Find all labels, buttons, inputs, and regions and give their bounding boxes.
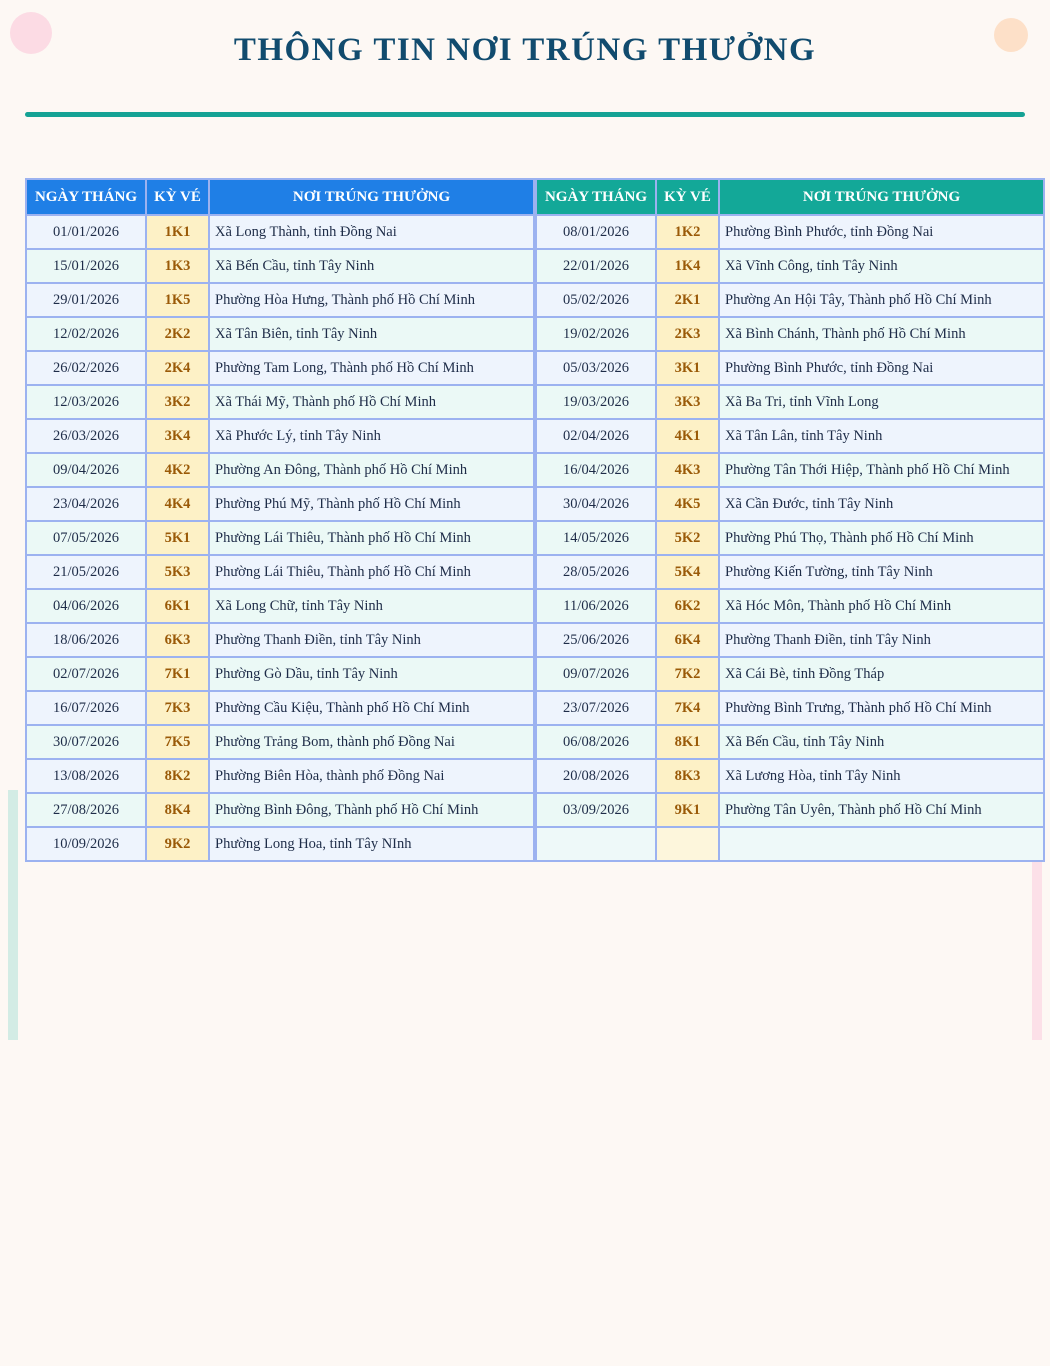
date-cell: 22/01/2026 xyxy=(536,249,656,283)
table-row xyxy=(536,725,1044,759)
ky-cell: 1K5 xyxy=(146,283,209,317)
table-row xyxy=(536,555,1044,589)
date-cell: 23/07/2026 xyxy=(536,691,656,725)
place-cell: Xã Vĩnh Công, tỉnh Tây Ninh xyxy=(719,249,1044,283)
table-row xyxy=(26,419,534,453)
ky-cell: 5K2 xyxy=(656,521,719,555)
results-table-left xyxy=(25,178,535,862)
date-cell: 01/01/2026 xyxy=(26,215,146,249)
ky-cell: 1K3 xyxy=(146,249,209,283)
ky-cell: 8K2 xyxy=(146,759,209,793)
ky-cell: 7K4 xyxy=(656,691,719,725)
ky-cell: 7K5 xyxy=(146,725,209,759)
table-header-row xyxy=(26,179,534,215)
ky-cell: 5K1 xyxy=(146,521,209,555)
ky-cell: 6K3 xyxy=(146,623,209,657)
date-cell: 25/06/2026 xyxy=(536,623,656,657)
table-row xyxy=(26,521,534,555)
ky-cell: 8K1 xyxy=(656,725,719,759)
place-cell: Phường Thanh Điền, tỉnh Tây Ninh xyxy=(209,623,534,657)
ky-cell: 7K1 xyxy=(146,657,209,691)
ky-cell: 4K3 xyxy=(656,453,719,487)
date-cell: 16/04/2026 xyxy=(536,453,656,487)
table-row xyxy=(536,657,1044,691)
place-cell: Xã Long Chữ, tỉnh Tây Ninh xyxy=(209,589,534,623)
table-row xyxy=(536,453,1044,487)
ky-cell: 6K4 xyxy=(656,623,719,657)
table-row xyxy=(536,419,1044,453)
place-cell: Xã Phước Lý, tỉnh Tây Ninh xyxy=(209,419,534,453)
table-row xyxy=(536,623,1044,657)
ky-cell: 2K4 xyxy=(146,351,209,385)
place-cell: Phường Phú Mỹ, Thành phố Hồ Chí Minh xyxy=(209,487,534,521)
place-cell: Xã Thái Mỹ, Thành phố Hồ Chí Minh xyxy=(209,385,534,419)
date-cell: 13/08/2026 xyxy=(26,759,146,793)
decorative-side-bar-left xyxy=(8,790,18,1040)
table-row xyxy=(26,827,534,861)
place-cell: Phường Long Hoa, tỉnh Tây NInh xyxy=(209,827,534,861)
place-cell: Phường Kiến Tường, tỉnh Tây Ninh xyxy=(719,555,1044,589)
date-cell: 26/02/2026 xyxy=(26,351,146,385)
table-row xyxy=(26,283,534,317)
date-cell: 12/02/2026 xyxy=(26,317,146,351)
column-header-place: NƠI TRÚNG THƯỞNG xyxy=(209,179,534,215)
place-cell: Phường Thanh Điền, tỉnh Tây Ninh xyxy=(719,623,1044,657)
place-cell: Phường Cầu Kiệu, Thành phố Hồ Chí Minh xyxy=(209,691,534,725)
place-cell: Phường Lái Thiêu, Thành phố Hồ Chí Minh xyxy=(209,521,534,555)
results-table-right xyxy=(535,178,1045,862)
table-row xyxy=(536,793,1044,827)
place-cell: Phường Trảng Bom, thành phố Đồng Nai xyxy=(209,725,534,759)
place-cell: Phường Biên Hòa, thành phố Đồng Nai xyxy=(209,759,534,793)
place-cell: Phường Tam Long, Thành phố Hồ Chí Minh xyxy=(209,351,534,385)
table-row xyxy=(536,317,1044,351)
date-cell: 10/09/2026 xyxy=(26,827,146,861)
place-cell: Xã Tân Biên, tỉnh Tây Ninh xyxy=(209,317,534,351)
date-cell: 26/03/2026 xyxy=(26,419,146,453)
ky-cell: 1K4 xyxy=(656,249,719,283)
place-cell: Xã Cần Đước, tỉnh Tây Ninh xyxy=(719,487,1044,521)
table-row xyxy=(26,691,534,725)
table-row xyxy=(26,453,534,487)
column-header-place: NƠI TRÚNG THƯỞNG xyxy=(719,179,1044,215)
column-header-ky: KỲ VÉ xyxy=(146,179,209,215)
ky-cell: 2K2 xyxy=(146,317,209,351)
table-row xyxy=(26,555,534,589)
place-cell: Phường Tân Thới Hiệp, Thành phố Hồ Chí Minh xyxy=(719,453,1044,487)
date-cell: 04/06/2026 xyxy=(26,589,146,623)
date-cell: 05/03/2026 xyxy=(536,351,656,385)
results-tables xyxy=(25,178,1041,862)
date-cell: 12/03/2026 xyxy=(26,385,146,419)
page-title: THÔNG TIN NƠI TRÚNG THƯỞNG xyxy=(233,32,817,68)
date-cell: 28/05/2026 xyxy=(536,555,656,589)
ky-cell: 1K2 xyxy=(656,215,719,249)
date-cell: 30/04/2026 xyxy=(536,487,656,521)
ky-cell: 5K4 xyxy=(656,555,719,589)
ky-cell: 3K2 xyxy=(146,385,209,419)
ky-cell: 3K4 xyxy=(146,419,209,453)
table-row xyxy=(536,249,1044,283)
place-cell: Xã Hóc Môn, Thành phố Hồ Chí Minh xyxy=(719,589,1044,623)
place-cell: Phường Bình Phước, tỉnh Đồng Nai xyxy=(719,215,1044,249)
table-row xyxy=(26,657,534,691)
ky-cell: 1K1 xyxy=(146,215,209,249)
place-cell: Phường Gò Dầu, tỉnh Tây Ninh xyxy=(209,657,534,691)
place-cell: Phường Phú Thọ, Thành phố Hồ Chí Minh xyxy=(719,521,1044,555)
ky-cell: 8K4 xyxy=(146,793,209,827)
ky-cell: 2K1 xyxy=(656,283,719,317)
ky-cell: 4K4 xyxy=(146,487,209,521)
date-cell: 29/01/2026 xyxy=(26,283,146,317)
table-row xyxy=(26,215,534,249)
place-cell: Xã Bến Cầu, tỉnh Tây Ninh xyxy=(209,249,534,283)
date-cell: 09/07/2026 xyxy=(536,657,656,691)
table-row xyxy=(536,487,1044,521)
place-cell: Phường An Đông, Thành phố Hồ Chí Minh xyxy=(209,453,534,487)
place-cell: Xã Lương Hòa, tỉnh Tây Ninh xyxy=(719,759,1044,793)
table-row xyxy=(536,283,1044,317)
date-cell: 08/01/2026 xyxy=(536,215,656,249)
date-cell: 23/04/2026 xyxy=(26,487,146,521)
place-cell: Phường Tân Uyên, Thành phố Hồ Chí Minh xyxy=(719,793,1044,827)
table-row xyxy=(536,521,1044,555)
ky-cell xyxy=(656,827,719,861)
date-cell: 19/03/2026 xyxy=(536,385,656,419)
date-cell: 05/02/2026 xyxy=(536,283,656,317)
date-cell: 14/05/2026 xyxy=(536,521,656,555)
table-row xyxy=(26,317,534,351)
title-divider xyxy=(25,112,1025,117)
table-row xyxy=(26,759,534,793)
table-row xyxy=(536,759,1044,793)
date-cell: 02/07/2026 xyxy=(26,657,146,691)
table-row xyxy=(26,793,534,827)
table-row xyxy=(26,487,534,521)
table-row xyxy=(536,691,1044,725)
ky-cell: 6K1 xyxy=(146,589,209,623)
place-cell: Xã Cái Bè, tỉnh Đồng Tháp xyxy=(719,657,1044,691)
column-header-date: NGÀY THÁNG xyxy=(536,179,656,215)
date-cell: 06/08/2026 xyxy=(536,725,656,759)
table-row xyxy=(536,589,1044,623)
ky-cell: 2K3 xyxy=(656,317,719,351)
table-row xyxy=(536,351,1044,385)
ky-cell: 4K2 xyxy=(146,453,209,487)
date-cell: 07/05/2026 xyxy=(26,521,146,555)
place-cell: Phường Bình Trưng, Thành phố Hồ Chí Minh xyxy=(719,691,1044,725)
table-row xyxy=(26,623,534,657)
place-cell: Phường Bình Phước, tỉnh Đồng Nai xyxy=(719,351,1044,385)
date-cell: 18/06/2026 xyxy=(26,623,146,657)
ky-cell: 3K3 xyxy=(656,385,719,419)
ky-cell: 3K1 xyxy=(656,351,719,385)
date-cell: 19/02/2026 xyxy=(536,317,656,351)
ky-cell: 7K3 xyxy=(146,691,209,725)
date-cell: 20/08/2026 xyxy=(536,759,656,793)
place-cell: Xã Ba Tri, tỉnh Vĩnh Long xyxy=(719,385,1044,419)
table-row xyxy=(26,385,534,419)
ky-cell: 5K3 xyxy=(146,555,209,589)
table-row xyxy=(536,215,1044,249)
place-cell: Phường Bình Đông, Thành phố Hồ Chí Minh xyxy=(209,793,534,827)
place-cell: Phường An Hội Tây, Thành phố Hồ Chí Minh xyxy=(719,283,1044,317)
ky-cell: 9K1 xyxy=(656,793,719,827)
date-cell: 27/08/2026 xyxy=(26,793,146,827)
place-cell xyxy=(719,827,1044,861)
table-row xyxy=(26,589,534,623)
date-cell: 11/06/2026 xyxy=(536,589,656,623)
table-row xyxy=(26,351,534,385)
date-cell: 16/07/2026 xyxy=(26,691,146,725)
table-header-row xyxy=(536,179,1044,215)
place-cell: Phường Lái Thiêu, Thành phố Hồ Chí Minh xyxy=(209,555,534,589)
place-cell: Xã Bến Cầu, tỉnh Tây Ninh xyxy=(719,725,1044,759)
ky-cell: 8K3 xyxy=(656,759,719,793)
date-cell: 21/05/2026 xyxy=(26,555,146,589)
ky-cell: 4K5 xyxy=(656,487,719,521)
table-row xyxy=(26,725,534,759)
ky-cell: 6K2 xyxy=(656,589,719,623)
date-cell xyxy=(536,827,656,861)
table-row xyxy=(536,827,1044,861)
date-cell: 03/09/2026 xyxy=(536,793,656,827)
place-cell: Xã Bình Chánh, Thành phố Hồ Chí Minh xyxy=(719,317,1044,351)
ky-cell: 4K1 xyxy=(656,419,719,453)
place-cell: Xã Long Thành, tỉnh Đồng Nai xyxy=(209,215,534,249)
ky-cell: 9K2 xyxy=(146,827,209,861)
place-cell: Xã Tân Lân, tỉnh Tây Ninh xyxy=(719,419,1044,453)
decorative-side-bar-right xyxy=(1032,860,1042,1040)
date-cell: 09/04/2026 xyxy=(26,453,146,487)
place-cell: Phường Hòa Hưng, Thành phố Hồ Chí Minh xyxy=(209,283,534,317)
table-row xyxy=(536,385,1044,419)
date-cell: 30/07/2026 xyxy=(26,725,146,759)
date-cell: 02/04/2026 xyxy=(536,419,656,453)
date-cell: 15/01/2026 xyxy=(26,249,146,283)
table-row xyxy=(26,249,534,283)
ky-cell: 7K2 xyxy=(656,657,719,691)
column-header-ky: KỲ VÉ xyxy=(656,179,719,215)
column-header-date: NGÀY THÁNG xyxy=(26,179,146,215)
